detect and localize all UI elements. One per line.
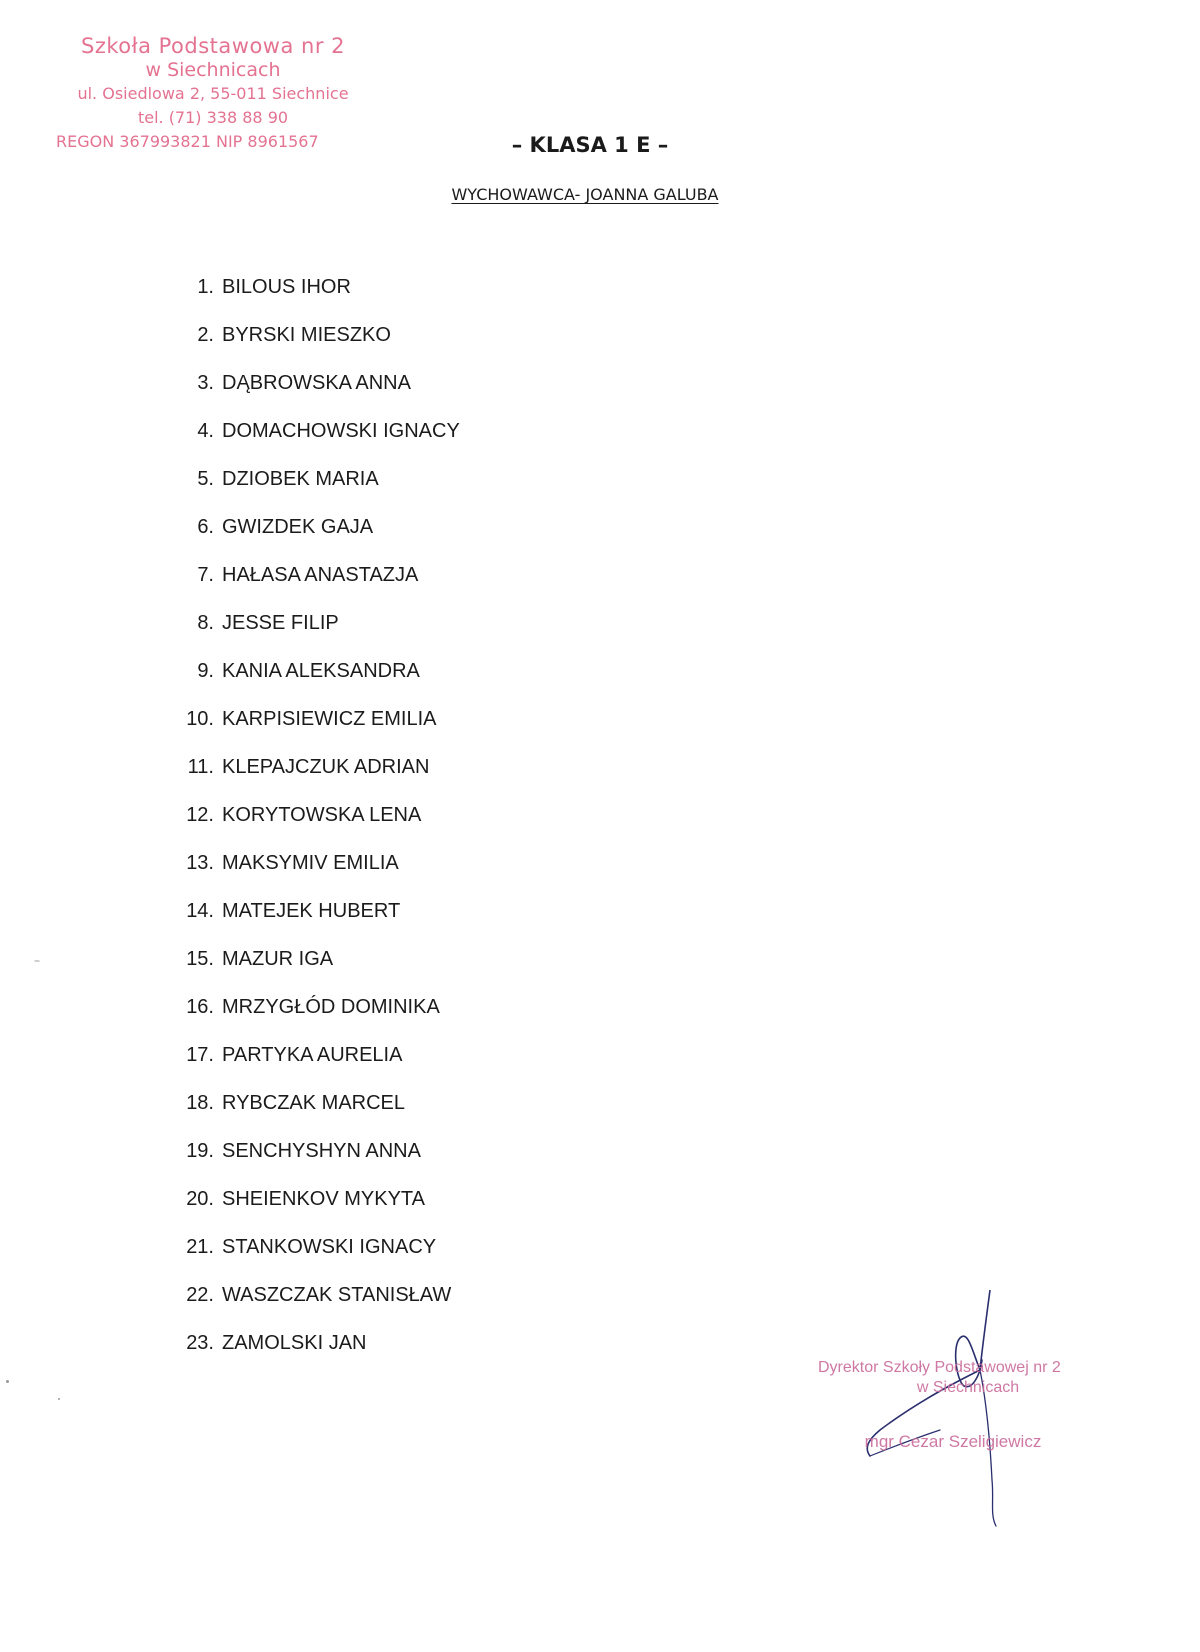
student-name: KORYTOWSKA LENA (222, 804, 422, 826)
list-item-number: 15. (186, 948, 214, 970)
student-name: MAKSYMIV EMILIA (222, 852, 399, 874)
list-item (180, 1187, 460, 1235)
student-name: KARPISIEWICZ EMILIA (222, 708, 437, 730)
student-name: KANIA ALEKSANDRA (222, 660, 420, 682)
class-title: – KLASA 1 E – (511, 133, 669, 157)
student-name: GWIZDEK GAJA (222, 516, 374, 538)
page-title (0, 133, 1180, 157)
student-name: KLEPAJCZUK ADRIAN (222, 756, 430, 778)
list-item-number: 6. (197, 516, 214, 538)
list-item-number: 2. (197, 324, 214, 346)
scan-speck (58, 1398, 60, 1400)
student-list (180, 275, 460, 1379)
list-item-number: 8. (197, 612, 214, 634)
list-item (180, 1091, 460, 1139)
list-item (180, 755, 460, 803)
student-name: SHEIENKOV MYKYTA (222, 1188, 426, 1210)
list-item (180, 659, 460, 707)
page-subtitle (0, 185, 1170, 204)
student-name: BYRSKI MIESZKO (222, 324, 391, 346)
stamp-regon-nip: REGON 367993821 NIP 8961567 (56, 132, 319, 151)
list-item (180, 947, 460, 995)
list-item (180, 611, 460, 659)
list-item-number: 13. (186, 852, 214, 874)
list-item-number: 18. (186, 1092, 214, 1114)
stamp-school-name: Szkoła Podstawowa nr 2 (81, 34, 345, 58)
list-item-number: 7. (197, 564, 214, 586)
list-item (180, 1283, 460, 1331)
list-item (180, 515, 460, 563)
student-name: STANKOWSKI IGNACY (222, 1236, 437, 1258)
stamp-address: ul. Osiedlowa 2, 55-011 Siechnice (77, 84, 349, 103)
list-item-number: 20. (186, 1188, 214, 1210)
list-item-number: 11. (187, 756, 214, 778)
scan-speck (6, 1380, 9, 1383)
scan-speck (34, 960, 40, 962)
list-item (180, 1331, 460, 1379)
list-item (180, 1235, 460, 1283)
list-item (180, 995, 460, 1043)
student-name: MRZYGŁÓD DOMINIKA (222, 996, 440, 1018)
list-item (180, 419, 460, 467)
list-item (180, 899, 460, 947)
student-name: RYBCZAK MARCEL (222, 1092, 406, 1114)
list-item-number: 23. (186, 1332, 214, 1354)
student-name: WASZCZAK STANISŁAW (222, 1284, 452, 1306)
list-item (180, 323, 460, 371)
list-item-number: 22. (186, 1284, 214, 1306)
list-item-number: 1. (197, 276, 214, 298)
list-item-number: 9. (197, 660, 214, 682)
list-item (180, 371, 460, 419)
list-item-number: 16. (186, 996, 214, 1018)
list-item (180, 851, 460, 899)
student-name: PARTYKA AURELIA (222, 1044, 403, 1066)
student-name: ZAMOLSKI JAN (222, 1332, 367, 1354)
student-name: SENCHYSHYN ANNA (222, 1140, 421, 1162)
list-item-number: 17. (186, 1044, 214, 1066)
list-item (180, 803, 460, 851)
list-item-number: 10. (186, 708, 214, 730)
student-name: MAZUR IGA (222, 948, 334, 970)
list-item-number: 14. (186, 900, 214, 922)
list-item-number: 3. (197, 372, 214, 394)
class-teacher: WYCHOWAWCA- JOANNA GALUBA (451, 185, 719, 204)
list-item-number: 19. (186, 1140, 214, 1162)
director-title: Dyrektor Szkoły Podstawowej nr 2 (818, 1359, 1061, 1376)
list-item (180, 275, 460, 323)
list-item-number: 5. (197, 468, 214, 490)
student-name: HAŁASA ANASTAZJA (222, 564, 419, 586)
student-name: MATEJEK HUBERT (222, 900, 401, 922)
list-item (180, 467, 460, 515)
list-item (180, 563, 460, 611)
student-name: DOMACHOWSKI IGNACY (222, 420, 460, 442)
stamp-phone: tel. (71) 338 88 90 (137, 108, 289, 127)
list-item-number: 12. (186, 804, 214, 826)
list-item (180, 1139, 460, 1187)
list-item-number: 4. (197, 420, 214, 442)
student-name: DZIOBEK MARIA (222, 468, 379, 490)
director-stamp (818, 1358, 1078, 1452)
student-name: DĄBROWSKA ANNA (222, 372, 411, 394)
director-name: mgr Cezar Szeligiewicz (864, 1432, 1042, 1451)
student-name: JESSE FILIP (222, 612, 339, 634)
list-item (180, 1043, 460, 1091)
list-item (180, 707, 460, 755)
list-item-number: 21. (186, 1236, 214, 1258)
stamp-town: w Siechnicach (145, 59, 281, 81)
director-town: w Siechnicach (916, 1379, 1020, 1396)
student-name: BILOUS IHOR (222, 276, 351, 298)
